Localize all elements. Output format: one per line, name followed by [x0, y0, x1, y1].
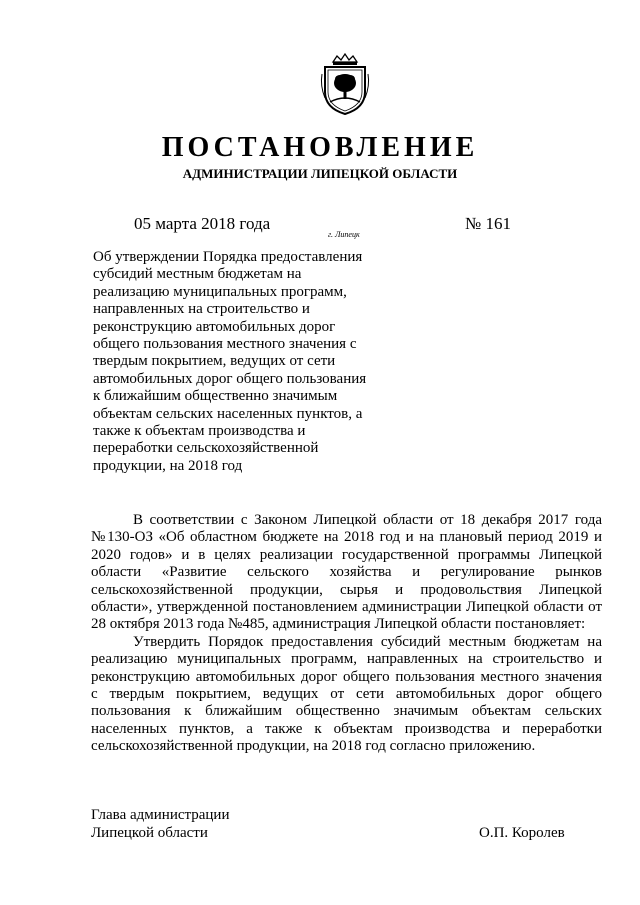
subject-line: также к объектам производства и: [93, 423, 306, 440]
subject-line: твердым покрытием, ведущих от сети: [93, 353, 336, 370]
paragraph-resolution: [91, 634, 602, 756]
document-number: № 161: [465, 214, 511, 233]
body-line: сельскохозяйственной продукции, сырья и продовольствия Липецкой: [91, 581, 602, 598]
body-line: реконструкцию автомобильных дорог общего пользования местного значения: [91, 668, 602, 685]
signatory-position-line: Липецкой области: [91, 825, 208, 841]
body-line: реализацию муниципальных программ, направленных на строительство и: [91, 651, 602, 668]
body-line: Утвердить Порядок предоставления субсидий местным бюджетам на: [133, 633, 602, 650]
signatory-position: [91, 806, 229, 842]
subject-line: продукции, на 2018 год: [93, 457, 243, 474]
document-date: 05 марта 2018 года: [134, 214, 271, 233]
subject-line: субсидий местным бюджетам на: [93, 266, 302, 283]
document-subtitle: АДМИНИСТРАЦИИ ЛИПЕЦКОЙ ОБЛАСТИ: [182, 166, 458, 181]
body-line: населенных пунктов, а также к объектам производства и переработки: [91, 720, 602, 737]
subject-line: автомобильных дорог общего пользования: [93, 370, 367, 387]
paragraph-preamble: [91, 512, 602, 634]
subject-line: направленных на строительство и: [93, 301, 310, 318]
document-title: ПОСТАНОВЛЕНИЕ: [161, 132, 479, 163]
body-line: №130-ОЗ «Об областном бюджете на 2018 год и на плановый период 2019 и: [91, 529, 602, 546]
body-line: с твердым покрытием, ведущих от сети автомобильных дорог общего: [91, 686, 602, 703]
signatory-position-line: Глава администрации: [91, 807, 230, 823]
document-city: г. Липецк: [328, 230, 360, 239]
subject-line: Об утверждении Порядка предоставления: [93, 249, 363, 265]
signatory-name: О.П. Королев: [479, 825, 565, 841]
coat-of-arms-icon: [318, 52, 372, 116]
subject-line: объектам сельских населенных пунктов, а: [93, 405, 363, 422]
subject-line: реализацию муниципальных программ,: [93, 283, 347, 300]
body-line: 2020 годов» и в целях реализации государственной программы Липецкой: [91, 546, 602, 563]
document-subject: [93, 249, 383, 475]
body-line: пользования к ближайшим общественно значимым объектам сельских: [91, 703, 602, 720]
body-line: области», утвержденной постановлением администрации Липецкой области от: [91, 599, 602, 616]
body-line: области «Развитие сельского хозяйства и регулирование рынков: [91, 564, 602, 581]
body-line: В соответствии с Законом Липецкой области от 18 декабря 2017 года: [133, 512, 602, 528]
subject-line: реконструкцию автомобильных дорог: [93, 318, 336, 335]
subject-line: общего пользования местного значения с: [93, 336, 357, 353]
body-line: сельскохозяйственной продукции, на 2018 год согласно приложению.: [91, 738, 536, 755]
document-body: [91, 512, 602, 756]
subject-line: к ближайшим общественно значимым: [93, 388, 338, 405]
subject-line: переработки сельскохозяйственной: [93, 440, 319, 457]
body-line: 28 октября 2013 года №485, администрация Липецкой области постановляет:: [91, 616, 586, 633]
